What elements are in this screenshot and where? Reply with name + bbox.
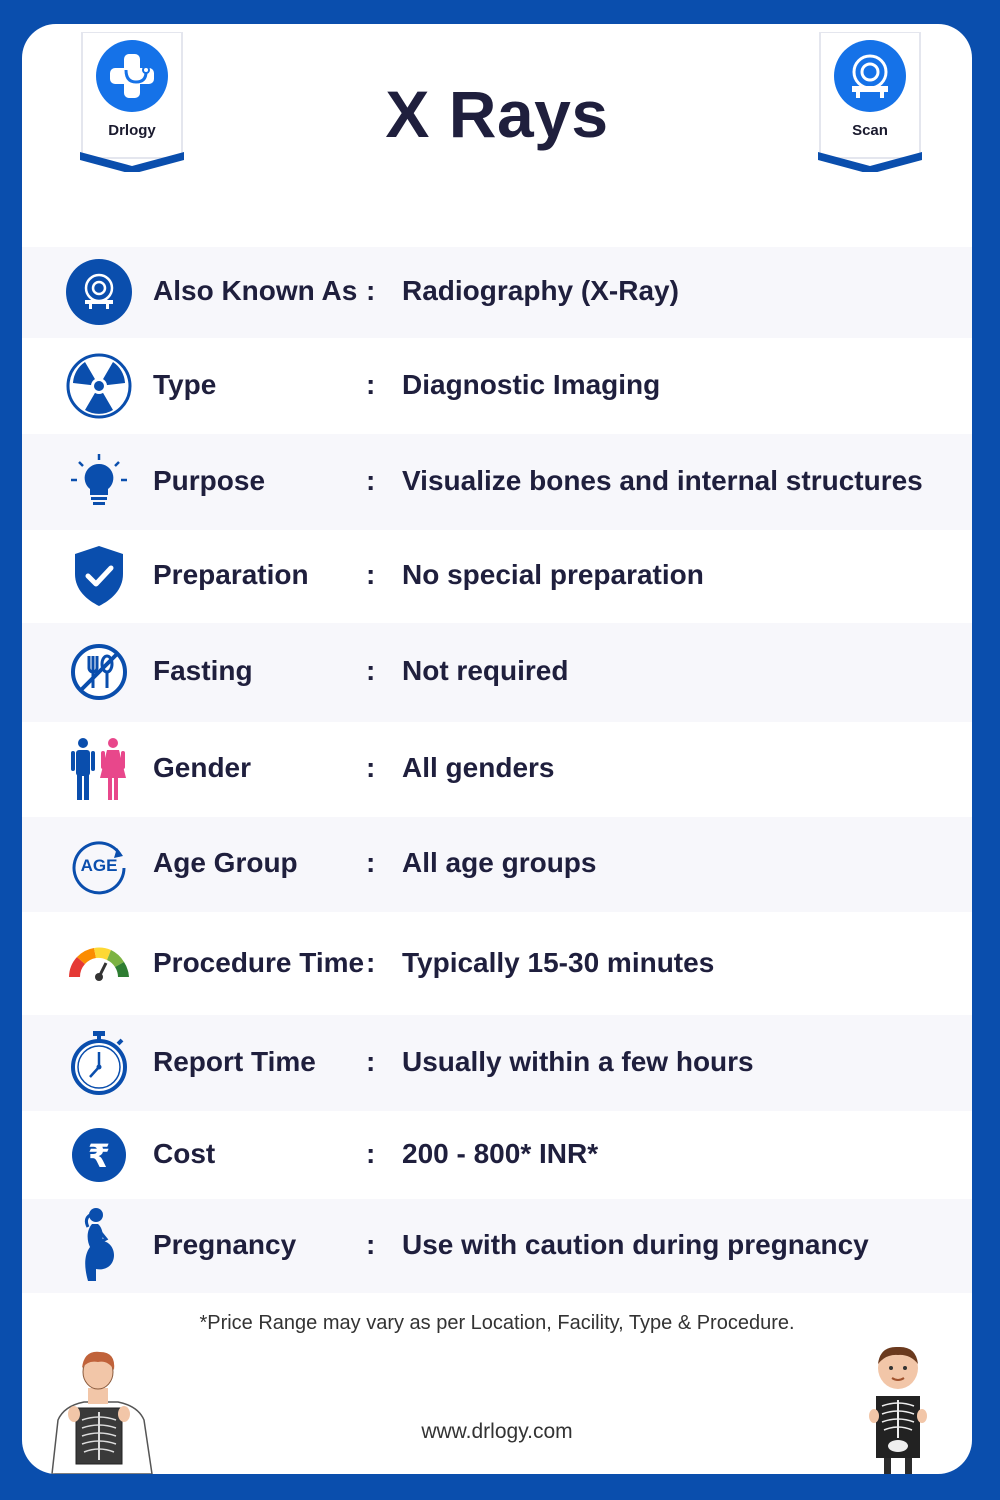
row-colon: : — [366, 1046, 376, 1077]
gender-icon — [64, 734, 134, 804]
lightbulb-icon — [64, 447, 134, 517]
row-label: Purpose — [153, 465, 266, 496]
row-colon: : — [366, 752, 376, 783]
info-card — [22, 24, 972, 1474]
radiation-icon — [64, 351, 134, 421]
scan-badge[interactable] — [818, 32, 922, 170]
row-label: Age Group — [153, 847, 298, 878]
row-fasting — [22, 623, 972, 722]
doctor-stethoscope-icon — [96, 40, 168, 112]
row-label: Procedure Time — [153, 947, 365, 978]
page-title: X Rays — [385, 77, 609, 151]
gauge-icon — [64, 928, 134, 998]
row-label: Fasting — [153, 655, 253, 686]
rupee-icon — [64, 1120, 134, 1190]
row-colon: : — [366, 465, 376, 496]
rupee-symbol: ₹ — [87, 1137, 111, 1175]
row-report-time — [22, 1015, 972, 1111]
row-label: Also Known As — [153, 275, 358, 306]
website-link[interactable]: www.drlogy.com — [421, 1420, 573, 1443]
badge-label: Drlogy — [108, 122, 156, 139]
row-value: All genders — [402, 752, 555, 783]
row-value: Radiography (X-Ray) — [402, 275, 679, 306]
row-value: Use with caution during pregnancy — [402, 1229, 869, 1260]
row-cost — [22, 1111, 972, 1199]
row-label: Cost — [153, 1138, 216, 1169]
row-label: Gender — [153, 752, 252, 783]
row-value: Usually within a few hours — [402, 1046, 754, 1077]
shield-check-icon — [64, 541, 134, 611]
row-label: Preparation — [153, 559, 309, 590]
row-value: No special preparation — [402, 559, 704, 590]
row-type — [22, 338, 972, 434]
row-age-group — [22, 817, 972, 912]
row-label: Type — [153, 369, 217, 400]
row-purpose — [22, 434, 972, 530]
row-value: Visualize bones and internal structures — [402, 465, 923, 496]
pregnant-woman-icon — [64, 1210, 134, 1280]
boy-xray-illustration — [862, 1346, 932, 1474]
row-label: Report Time — [153, 1046, 316, 1077]
mri-scanner-icon — [834, 40, 906, 112]
row-value: Not required — [402, 655, 569, 686]
row-gender — [22, 722, 972, 817]
badge-label: Scan — [852, 122, 888, 139]
row-value: 200 - 800* INR* — [402, 1138, 599, 1169]
row-colon: : — [366, 559, 376, 590]
row-value: Diagnostic Imaging — [402, 369, 661, 400]
stopwatch-icon — [64, 1028, 134, 1098]
row-colon: : — [366, 847, 376, 878]
row-colon: : — [366, 1229, 376, 1260]
row-preparation — [22, 530, 972, 623]
row-colon: : — [366, 655, 376, 686]
age-icon — [64, 829, 134, 899]
row-colon: : — [366, 1138, 376, 1169]
man-holding-xray-illustration — [44, 1350, 158, 1474]
row-value: All age groups — [402, 847, 597, 878]
price-footnote: *Price Range may vary as per Location, Facility, Type & Procedure. — [199, 1312, 795, 1334]
row-value: Typically 15-30 minutes — [402, 947, 715, 978]
drlogy-badge[interactable] — [80, 32, 184, 170]
row-label: Pregnancy — [153, 1229, 297, 1260]
row-colon: : — [366, 947, 376, 978]
row-also-known-as — [22, 247, 972, 338]
scanner-icon — [64, 257, 134, 327]
row-colon: : — [366, 275, 376, 306]
row-pregnancy — [22, 1199, 972, 1293]
no-food-icon — [64, 637, 134, 707]
age-icon-text: AGE — [80, 856, 118, 875]
row-colon: : — [366, 369, 376, 400]
row-procedure-time — [22, 912, 972, 1015]
